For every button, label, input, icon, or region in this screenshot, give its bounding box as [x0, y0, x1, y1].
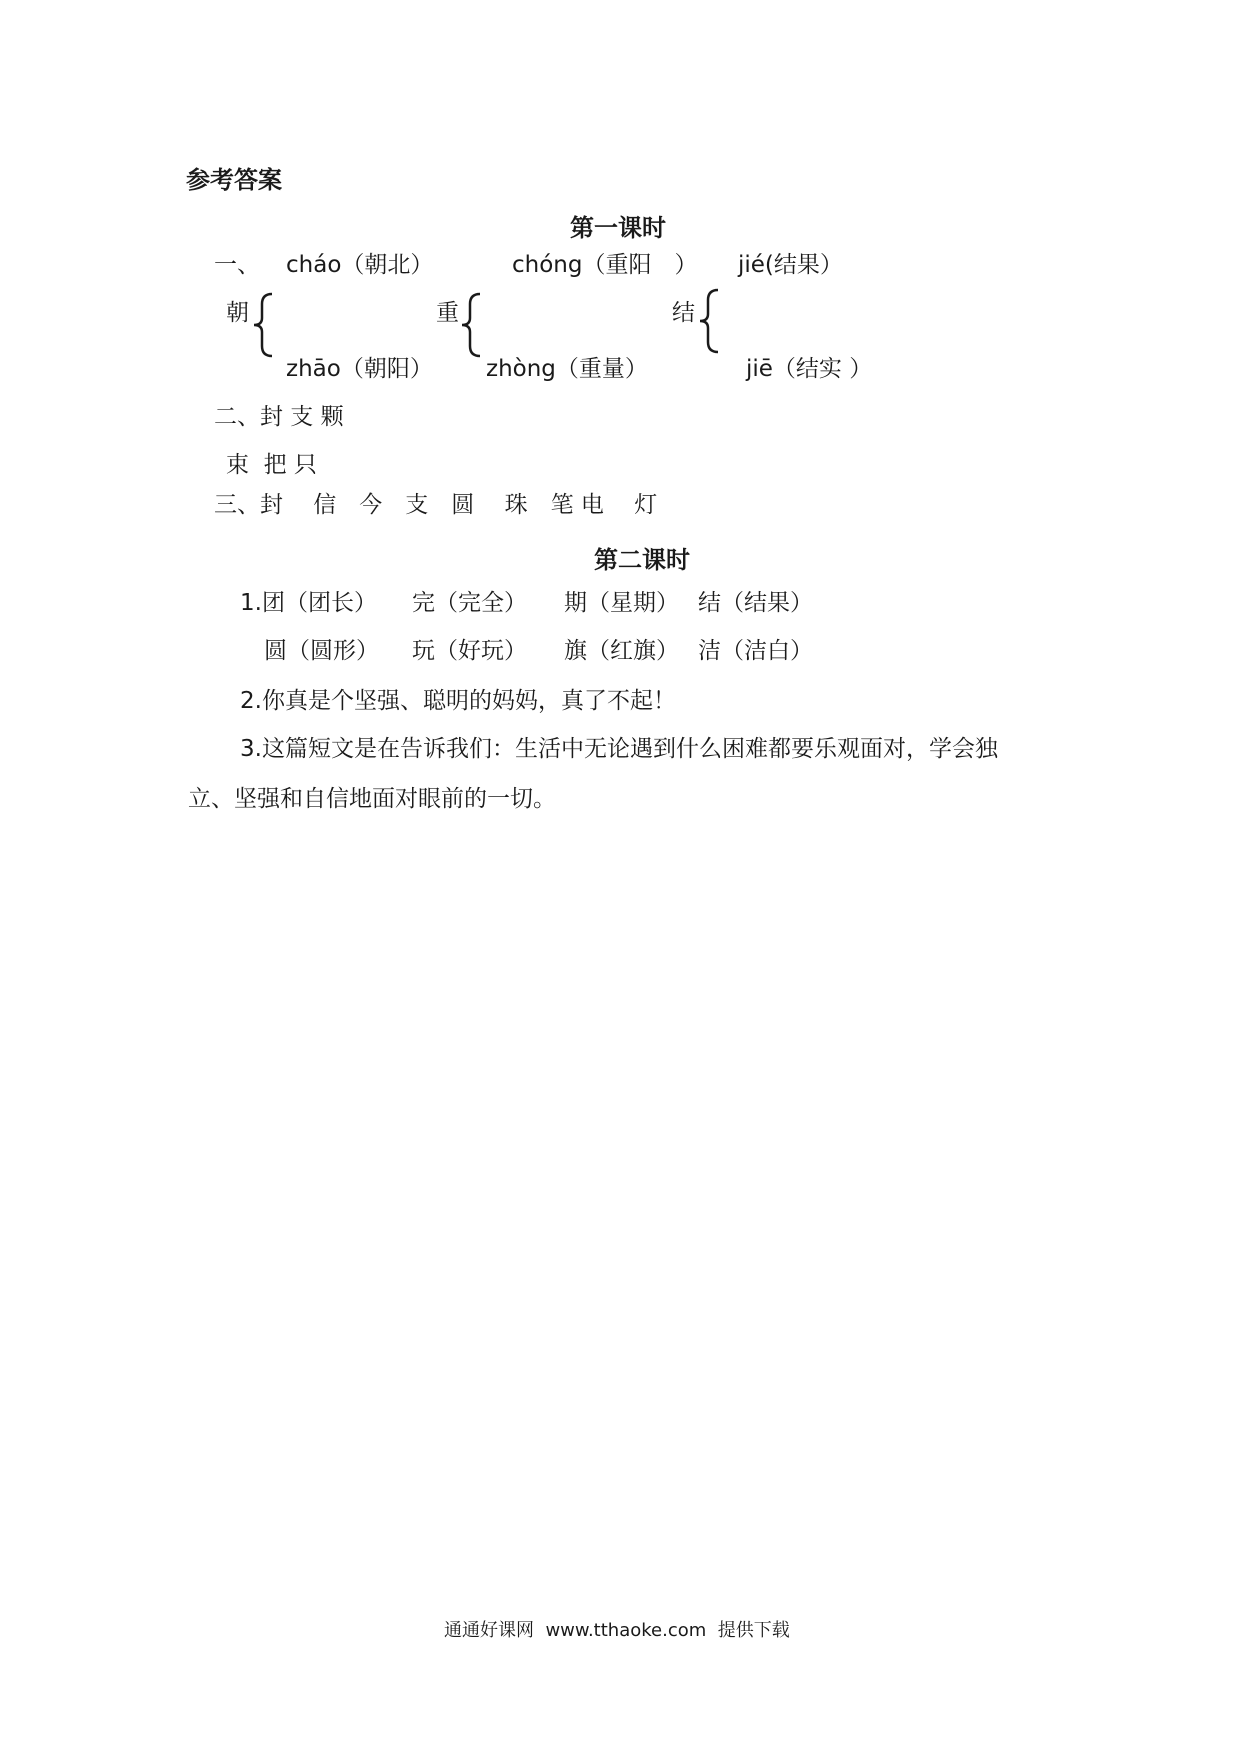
l2-q1-row1-item: 1.团（团长）: [240, 590, 377, 616]
l2-q1-row2-item: 圆（圆形）: [264, 638, 379, 664]
lesson2-title: 第二课时: [594, 546, 690, 574]
lesson1-title: 第一课时: [570, 214, 666, 242]
l2-q1-row1-item: 结（结果）: [698, 590, 813, 616]
q1-zhong-reading: zhòng（重量）: [486, 356, 648, 382]
l2-q1-row1-item: 完（完全）: [412, 590, 527, 616]
footer-credit: 通通好课网 www.tthaoke.com 提供下载: [444, 1620, 790, 1641]
q1-char-chao: 朝: [226, 300, 249, 326]
q2-line2: 束 把 只: [226, 452, 317, 478]
l2-q3-line1: 3.这篇短文是在告诉我们：生活中无论遇到什么困难都要乐观面对，学会独: [240, 736, 998, 762]
q1-label: 一、: [214, 252, 260, 278]
q1-char-chong: 重: [436, 300, 459, 326]
page-heading: 参考答案: [186, 166, 282, 194]
brace-icon: [696, 286, 724, 356]
l2-q1-row2-item: 玩（好玩）: [412, 638, 527, 664]
q1-chong-reading: chóng（重阳 ）: [512, 252, 698, 278]
q3-answer: 三、封 信 今 支 圆 珠 笔 电 灯: [214, 492, 658, 518]
q1-zhao-reading: zhāo（朝阳）: [286, 356, 433, 382]
q1-char-jie: 结: [672, 300, 695, 326]
brace-icon: [250, 290, 278, 360]
q2-line1: 二、封 支 颗: [214, 404, 344, 430]
l2-q1-row2-item: 旗（红旗）: [564, 638, 679, 664]
q1-chao-reading: cháo（朝北）: [286, 252, 434, 278]
q1-jie1-reading: jiē（结实 ）: [746, 356, 873, 382]
q1-jie2-reading: jié(结果）: [738, 252, 843, 278]
brace-icon: [458, 290, 486, 360]
l2-q2-answer: 2.你真是个坚强、聪明的妈妈，真了不起！: [240, 688, 676, 714]
l2-q3-line2: 立、坚强和自信地面对眼前的一切。: [188, 786, 556, 812]
l2-q1-row2-item: 洁（洁白）: [698, 638, 813, 664]
l2-q1-row1-item: 期（星期）: [564, 590, 679, 616]
